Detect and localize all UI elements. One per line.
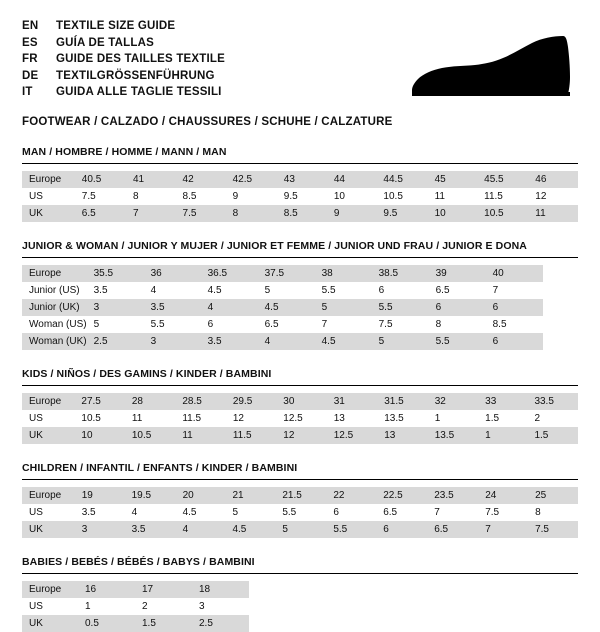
size-table bbox=[22, 265, 543, 350]
table-row bbox=[22, 171, 578, 188]
size-block-children bbox=[22, 462, 578, 538]
language-title: TEXTILGRÖSSENFÜHRUNG bbox=[56, 69, 215, 82]
size-cell: 37.5 bbox=[258, 265, 315, 282]
size-cell: 45 bbox=[428, 171, 478, 188]
size-cell: 3.5 bbox=[81, 507, 96, 518]
table-row bbox=[22, 504, 578, 521]
size-cell: 1 bbox=[478, 427, 527, 444]
size-cell: 5 bbox=[264, 285, 271, 296]
language-title: GUIDE DES TAILLES TEXTILE bbox=[56, 53, 225, 65]
size-cell: 5.5 bbox=[321, 285, 336, 296]
size-cell: 3.5 bbox=[125, 521, 176, 538]
row-label: Europe bbox=[22, 581, 78, 598]
size-cell: 5.5 bbox=[372, 299, 429, 316]
size-cell: 1 bbox=[434, 413, 441, 424]
size-tables-container bbox=[22, 146, 578, 632]
spacer bbox=[22, 258, 578, 265]
size-cell: 2 bbox=[142, 601, 148, 612]
size-cell: 31.5 bbox=[377, 393, 427, 410]
size-cell: 2 bbox=[534, 413, 540, 424]
size-cell: 8 bbox=[535, 507, 541, 518]
size-cell: 6 bbox=[486, 333, 543, 350]
row-label: Woman (UK) bbox=[22, 333, 87, 350]
size-cell: 7 bbox=[478, 521, 528, 538]
size-cell: 40.5 bbox=[75, 171, 126, 188]
size-cell: 6.5 bbox=[427, 521, 478, 538]
size-cell: 10 bbox=[333, 191, 345, 202]
size-cell: 6.5 bbox=[75, 205, 126, 222]
size-cell: 42.5 bbox=[226, 171, 277, 188]
size-cell: 22 bbox=[326, 487, 376, 504]
size-cell: 36 bbox=[144, 265, 201, 282]
language-list bbox=[22, 18, 225, 101]
size-cell: 29.5 bbox=[226, 393, 276, 410]
language-row bbox=[22, 18, 225, 35]
row-label: Junior (US) bbox=[29, 285, 80, 296]
language-code: ES bbox=[22, 36, 38, 49]
language-code: IT bbox=[22, 86, 33, 98]
size-cell: 44 bbox=[327, 171, 377, 188]
size-cell: 4 bbox=[131, 507, 138, 518]
row-label: Europe bbox=[22, 265, 87, 282]
size-block-babies bbox=[22, 556, 578, 632]
size-block-title: MAN / HOMBRE / HOMME / MANN / MAN bbox=[22, 146, 578, 164]
size-cell: 4.5 bbox=[225, 521, 275, 538]
size-cell: 1.5 bbox=[527, 427, 578, 444]
size-cell: 8.5 bbox=[492, 319, 507, 330]
size-cell: 4 bbox=[150, 285, 157, 296]
size-cell: 3 bbox=[144, 333, 201, 350]
size-table bbox=[22, 393, 578, 444]
table-row bbox=[22, 598, 249, 615]
table-row bbox=[22, 410, 578, 427]
size-cell: 4 bbox=[258, 333, 315, 350]
size-cell: 7.5 bbox=[81, 191, 96, 202]
table-row bbox=[22, 265, 543, 282]
size-cell: 1.5 bbox=[135, 615, 192, 632]
size-cell: 18 bbox=[192, 581, 249, 598]
size-cell: 9 bbox=[232, 191, 239, 202]
size-cell: 7.5 bbox=[378, 319, 393, 330]
footwear-section-title: FOOTWEAR / CALZADO / CHAUSSURES / SCHUHE / CALZATURE bbox=[22, 116, 393, 128]
size-cell: 21.5 bbox=[275, 487, 326, 504]
size-cell: 6 bbox=[378, 285, 385, 296]
size-cell: 10 bbox=[74, 427, 124, 444]
size-cell: 4 bbox=[201, 299, 258, 316]
row-label: Woman (US) bbox=[29, 319, 87, 330]
size-cell: 7 bbox=[434, 507, 440, 518]
table-row bbox=[22, 487, 578, 504]
row-label: US bbox=[29, 601, 43, 612]
size-cell: 30 bbox=[276, 393, 326, 410]
size-cell: 25 bbox=[528, 487, 578, 504]
size-cell: 24 bbox=[478, 487, 528, 504]
size-cell: 13 bbox=[377, 427, 427, 444]
size-cell: 7 bbox=[126, 205, 176, 222]
size-cell: 12.5 bbox=[327, 427, 377, 444]
size-cell: 11 bbox=[434, 191, 445, 202]
size-cell: 7 bbox=[492, 285, 499, 296]
size-cell: 8 bbox=[435, 319, 442, 330]
size-cell: 5 bbox=[232, 507, 239, 518]
size-cell: 3 bbox=[199, 601, 205, 612]
size-cell: 8 bbox=[132, 191, 139, 202]
size-cell: 19 bbox=[75, 487, 125, 504]
size-cell: 16 bbox=[78, 581, 135, 598]
language-code: FR bbox=[22, 53, 38, 65]
size-cell: 2.5 bbox=[192, 615, 249, 632]
language-row bbox=[22, 68, 225, 85]
size-cell: 27.5 bbox=[74, 393, 124, 410]
size-cell: 11 bbox=[528, 205, 578, 222]
size-cell: 6 bbox=[429, 299, 486, 316]
table-row bbox=[22, 393, 578, 410]
row-label: Europe bbox=[22, 487, 75, 504]
row-label: Junior (UK) bbox=[22, 299, 87, 316]
size-table bbox=[22, 487, 578, 538]
spacer bbox=[22, 164, 578, 171]
row-label: US bbox=[29, 191, 43, 202]
size-block-man bbox=[22, 146, 578, 222]
language-row bbox=[22, 51, 225, 68]
size-cell: 6.5 bbox=[435, 285, 450, 296]
size-cell: 7 bbox=[321, 319, 328, 330]
spacer bbox=[22, 386, 578, 393]
size-cell: 9 bbox=[327, 205, 377, 222]
size-cell: 3.5 bbox=[201, 333, 258, 350]
size-cell: 13 bbox=[333, 413, 345, 424]
size-cell: 13.5 bbox=[384, 413, 404, 424]
size-cell: 10.5 bbox=[383, 191, 403, 202]
size-cell: 38 bbox=[315, 265, 372, 282]
size-cell: 35.5 bbox=[87, 265, 144, 282]
size-cell: 17 bbox=[135, 581, 192, 598]
size-cell: 12 bbox=[535, 191, 547, 202]
size-cell: 3.5 bbox=[144, 299, 201, 316]
spacer bbox=[22, 574, 578, 581]
size-cell: 39 bbox=[429, 265, 486, 282]
size-cell: 5.5 bbox=[150, 319, 165, 330]
size-cell: 10.5 bbox=[477, 205, 528, 222]
size-cell: 32 bbox=[428, 393, 478, 410]
row-label: UK bbox=[22, 521, 75, 538]
size-cell: 2.5 bbox=[87, 333, 144, 350]
size-cell: 12 bbox=[232, 413, 244, 424]
size-cell: 43 bbox=[277, 171, 327, 188]
size-cell: 1 bbox=[85, 601, 91, 612]
size-cell: 4.5 bbox=[258, 299, 315, 316]
size-cell: 4 bbox=[176, 521, 226, 538]
size-cell: 5.5 bbox=[282, 507, 297, 518]
size-block-title: BABIES / BEBÉS / BÉBÉS / BABYS / BAMBINI bbox=[22, 556, 578, 574]
row-label: US bbox=[29, 507, 43, 518]
language-code: EN bbox=[22, 20, 39, 32]
table-row bbox=[22, 581, 249, 598]
language-row bbox=[22, 35, 225, 52]
size-cell: 4.5 bbox=[315, 333, 372, 350]
size-cell: 45.5 bbox=[477, 171, 528, 188]
size-block-title: KIDS / NIÑOS / DES GAMINS / KINDER / BAMBINI bbox=[22, 368, 578, 386]
size-cell: 7.5 bbox=[528, 521, 578, 538]
language-row bbox=[22, 84, 225, 101]
size-cell: 31 bbox=[327, 393, 377, 410]
size-cell: 10.5 bbox=[125, 427, 175, 444]
size-cell: 10.5 bbox=[81, 413, 101, 424]
size-cell: 33 bbox=[478, 393, 527, 410]
size-cell: 7.5 bbox=[176, 205, 226, 222]
size-cell: 28.5 bbox=[175, 393, 225, 410]
row-label: Europe bbox=[22, 393, 74, 410]
size-cell: 4.5 bbox=[207, 285, 222, 296]
size-cell: 23.5 bbox=[427, 487, 478, 504]
size-cell: 12.5 bbox=[283, 413, 303, 424]
size-block-title: JUNIOR & WOMAN / JUNIOR Y MUJER / JUNIOR ET FEMME / JUNIOR UND FRAU / JUNIOR E DONA bbox=[22, 240, 578, 258]
size-cell: 42 bbox=[176, 171, 226, 188]
size-cell: 8.5 bbox=[182, 191, 197, 202]
size-cell: 6 bbox=[333, 507, 339, 518]
size-cell: 33.5 bbox=[527, 393, 578, 410]
size-cell: 44.5 bbox=[376, 171, 427, 188]
table-row bbox=[22, 282, 543, 299]
size-cell: 5 bbox=[315, 299, 372, 316]
spacer bbox=[22, 480, 578, 487]
size-cell: 0.5 bbox=[78, 615, 135, 632]
row-label: UK bbox=[22, 205, 75, 222]
table-row bbox=[22, 299, 543, 316]
size-cell: 11.5 bbox=[226, 427, 276, 444]
size-cell: 7.5 bbox=[485, 507, 500, 518]
table-row bbox=[22, 316, 543, 333]
size-block-title: CHILDREN / INFANTIL / ENFANTS / KINDER / BAMBINI bbox=[22, 462, 578, 480]
row-label: Europe bbox=[22, 171, 75, 188]
table-row bbox=[22, 521, 578, 538]
size-cell: 11 bbox=[175, 427, 225, 444]
size-cell: 6 bbox=[376, 521, 427, 538]
table-row bbox=[22, 333, 543, 350]
document-header bbox=[22, 18, 578, 102]
size-cell: 46 bbox=[528, 171, 578, 188]
size-block-junior-woman bbox=[22, 240, 578, 350]
size-cell: 41 bbox=[126, 171, 176, 188]
size-cell: 11.5 bbox=[484, 191, 503, 202]
size-cell: 38.5 bbox=[372, 265, 429, 282]
size-cell: 6 bbox=[486, 299, 543, 316]
size-cell: 9.5 bbox=[376, 205, 427, 222]
row-label: US bbox=[29, 413, 43, 424]
size-cell: 40 bbox=[486, 265, 543, 282]
size-cell: 12 bbox=[276, 427, 326, 444]
dress-shoe-icon bbox=[382, 22, 572, 102]
table-row bbox=[22, 205, 578, 222]
language-code: DE bbox=[22, 69, 39, 82]
size-cell: 9.5 bbox=[283, 191, 298, 202]
size-cell: 5.5 bbox=[326, 521, 376, 538]
language-title: GUIDA ALLE TAGLIE TESSILI bbox=[56, 86, 222, 98]
size-cell: 21 bbox=[225, 487, 275, 504]
size-cell: 5 bbox=[372, 333, 429, 350]
size-block-kids bbox=[22, 368, 578, 444]
size-cell: 11.5 bbox=[182, 413, 202, 424]
size-cell: 6.5 bbox=[264, 319, 279, 330]
size-cell: 1.5 bbox=[485, 413, 500, 424]
size-cell: 19.5 bbox=[125, 487, 176, 504]
table-row bbox=[22, 188, 578, 205]
size-cell: 13.5 bbox=[428, 427, 478, 444]
row-label: UK bbox=[22, 427, 74, 444]
table-row bbox=[22, 615, 249, 632]
size-cell: 10 bbox=[428, 205, 478, 222]
table-row bbox=[22, 427, 578, 444]
size-cell: 4.5 bbox=[182, 507, 197, 518]
size-cell: 3 bbox=[75, 521, 125, 538]
size-cell: 6.5 bbox=[383, 507, 398, 518]
size-cell: 8.5 bbox=[277, 205, 327, 222]
size-cell: 3 bbox=[87, 299, 144, 316]
language-title: TEXTILE SIZE GUIDE bbox=[56, 20, 176, 32]
size-table bbox=[22, 581, 249, 632]
size-cell: 36.5 bbox=[201, 265, 258, 282]
size-cell: 5 bbox=[275, 521, 326, 538]
size-cell: 8 bbox=[226, 205, 277, 222]
size-cell: 11 bbox=[131, 413, 143, 424]
size-cell: 5.5 bbox=[429, 333, 486, 350]
size-cell: 22.5 bbox=[376, 487, 427, 504]
size-cell: 3.5 bbox=[93, 285, 108, 296]
row-label: UK bbox=[22, 615, 78, 632]
language-title: GUÍA DE TALLAS bbox=[56, 36, 154, 49]
size-cell: 6 bbox=[207, 319, 214, 330]
size-table bbox=[22, 171, 578, 222]
size-cell: 20 bbox=[176, 487, 226, 504]
size-cell: 5 bbox=[93, 319, 100, 330]
size-cell: 28 bbox=[125, 393, 175, 410]
